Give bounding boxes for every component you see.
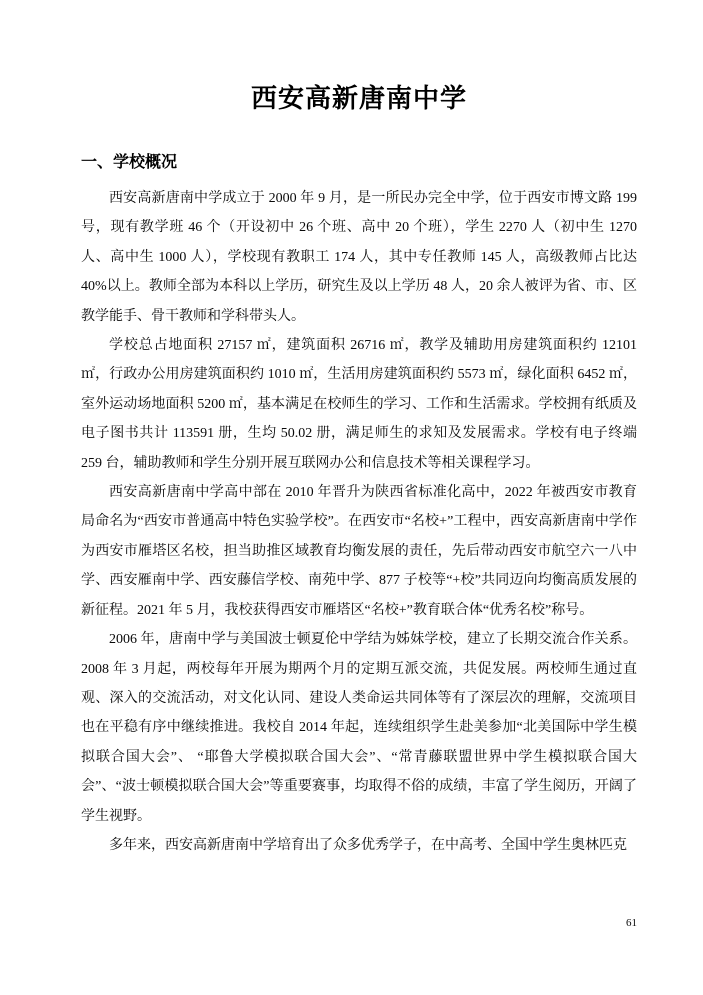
document-body (81, 184, 637, 860)
page-number: 61 (626, 917, 637, 929)
paragraph-honors-famous-school: 西安高新唐南中学高中部在 2010 年晋升为陕西省标准化高中，2022 年被西安市教育局命名为“西安市普通高中特色实验学校”。在西安市“名校+”工程中，西安高新唐南中学作为西安市雁塔区名校，担当助推区域教育均衡发展的责任，先后带动西安市航空六一八中学、西安雁南中学、西安藤信学校、南苑中学、877 子校等“+校”共同迈向均衡高质发展的新征程。2021 年 5 月，我校获得西安市雁塔区“名校+”教育联合体“优秀名校”称号。 (81, 485, 637, 618)
paragraph-campus-facilities: 学校总占地面积 27157 ㎡，建筑面积 26716 ㎡，教学及辅助用房建筑面积约 12101 ㎡，行政办公用房建筑面积约 1010 ㎡，生活用房建筑面积约 5573 ㎡，绿化面积 6452 ㎡，室外运动场地面积 5200 ㎡，基本满足在校师生的学习、工作和生活需求。学校拥有纸质及电子图书共计 113591 册，生均 50.02 册，满足师生的求知及发展需求。学校有电子终端 259 台，辅助教师和学生分别开展互联网办公和信息技术等相关课程学习。 (81, 338, 637, 471)
document-title: 西安高新唐南中学 (250, 83, 467, 113)
paragraph-students-achievements: 多年来，西安高新唐南中学培育出了众多优秀学子，在中高考、全国中学生奥林匹克 (109, 837, 627, 853)
paragraph-school-overview: 西安高新唐南中学成立于 2000 年 9 月，是一所民办完全中学，位于西安市博文路 199 号，现有教学班 46 个（开设初中 26 个班、高中 20 个班），学生 2270 人（初中生 1270 人、高中生 1000 人），学校现有教职工 174 人，其中专任教师 145 人，高级教师占比达 40%以上。教师全部为本科以上学历，研究生及以上学历 48 人，20 余人被评为省、市、区教学能手、骨干教师和学科带头人。 (81, 191, 637, 324)
section-heading: 一、学校概况 (81, 154, 178, 171)
paragraph-international-exchange: 2006 年，唐南中学与美国波士顿夏伦中学结为姊妹学校，建立了长期交流合作关系。2008 年 3 月起，两校每年开展为期两个月的定期互派交流，共促发展。两校师生通过直观、深入的交流活动，对文化认同、建设人类命运共同体等有了深层次的理解，交流项目也在平稳有序中继续推进。我校自 2014 年起，连续组织学生赴美参加“北美国际中学生模拟联合国大会”、 “耶鲁大学模拟联合国大会”、“常青藤联盟世界中学生模拟联合国大会”、“波士顿模拟联合国大会”等重要赛事，均取得不俗的成绩，丰富了学生阅历，开阔了学生视野。 (81, 632, 637, 824)
